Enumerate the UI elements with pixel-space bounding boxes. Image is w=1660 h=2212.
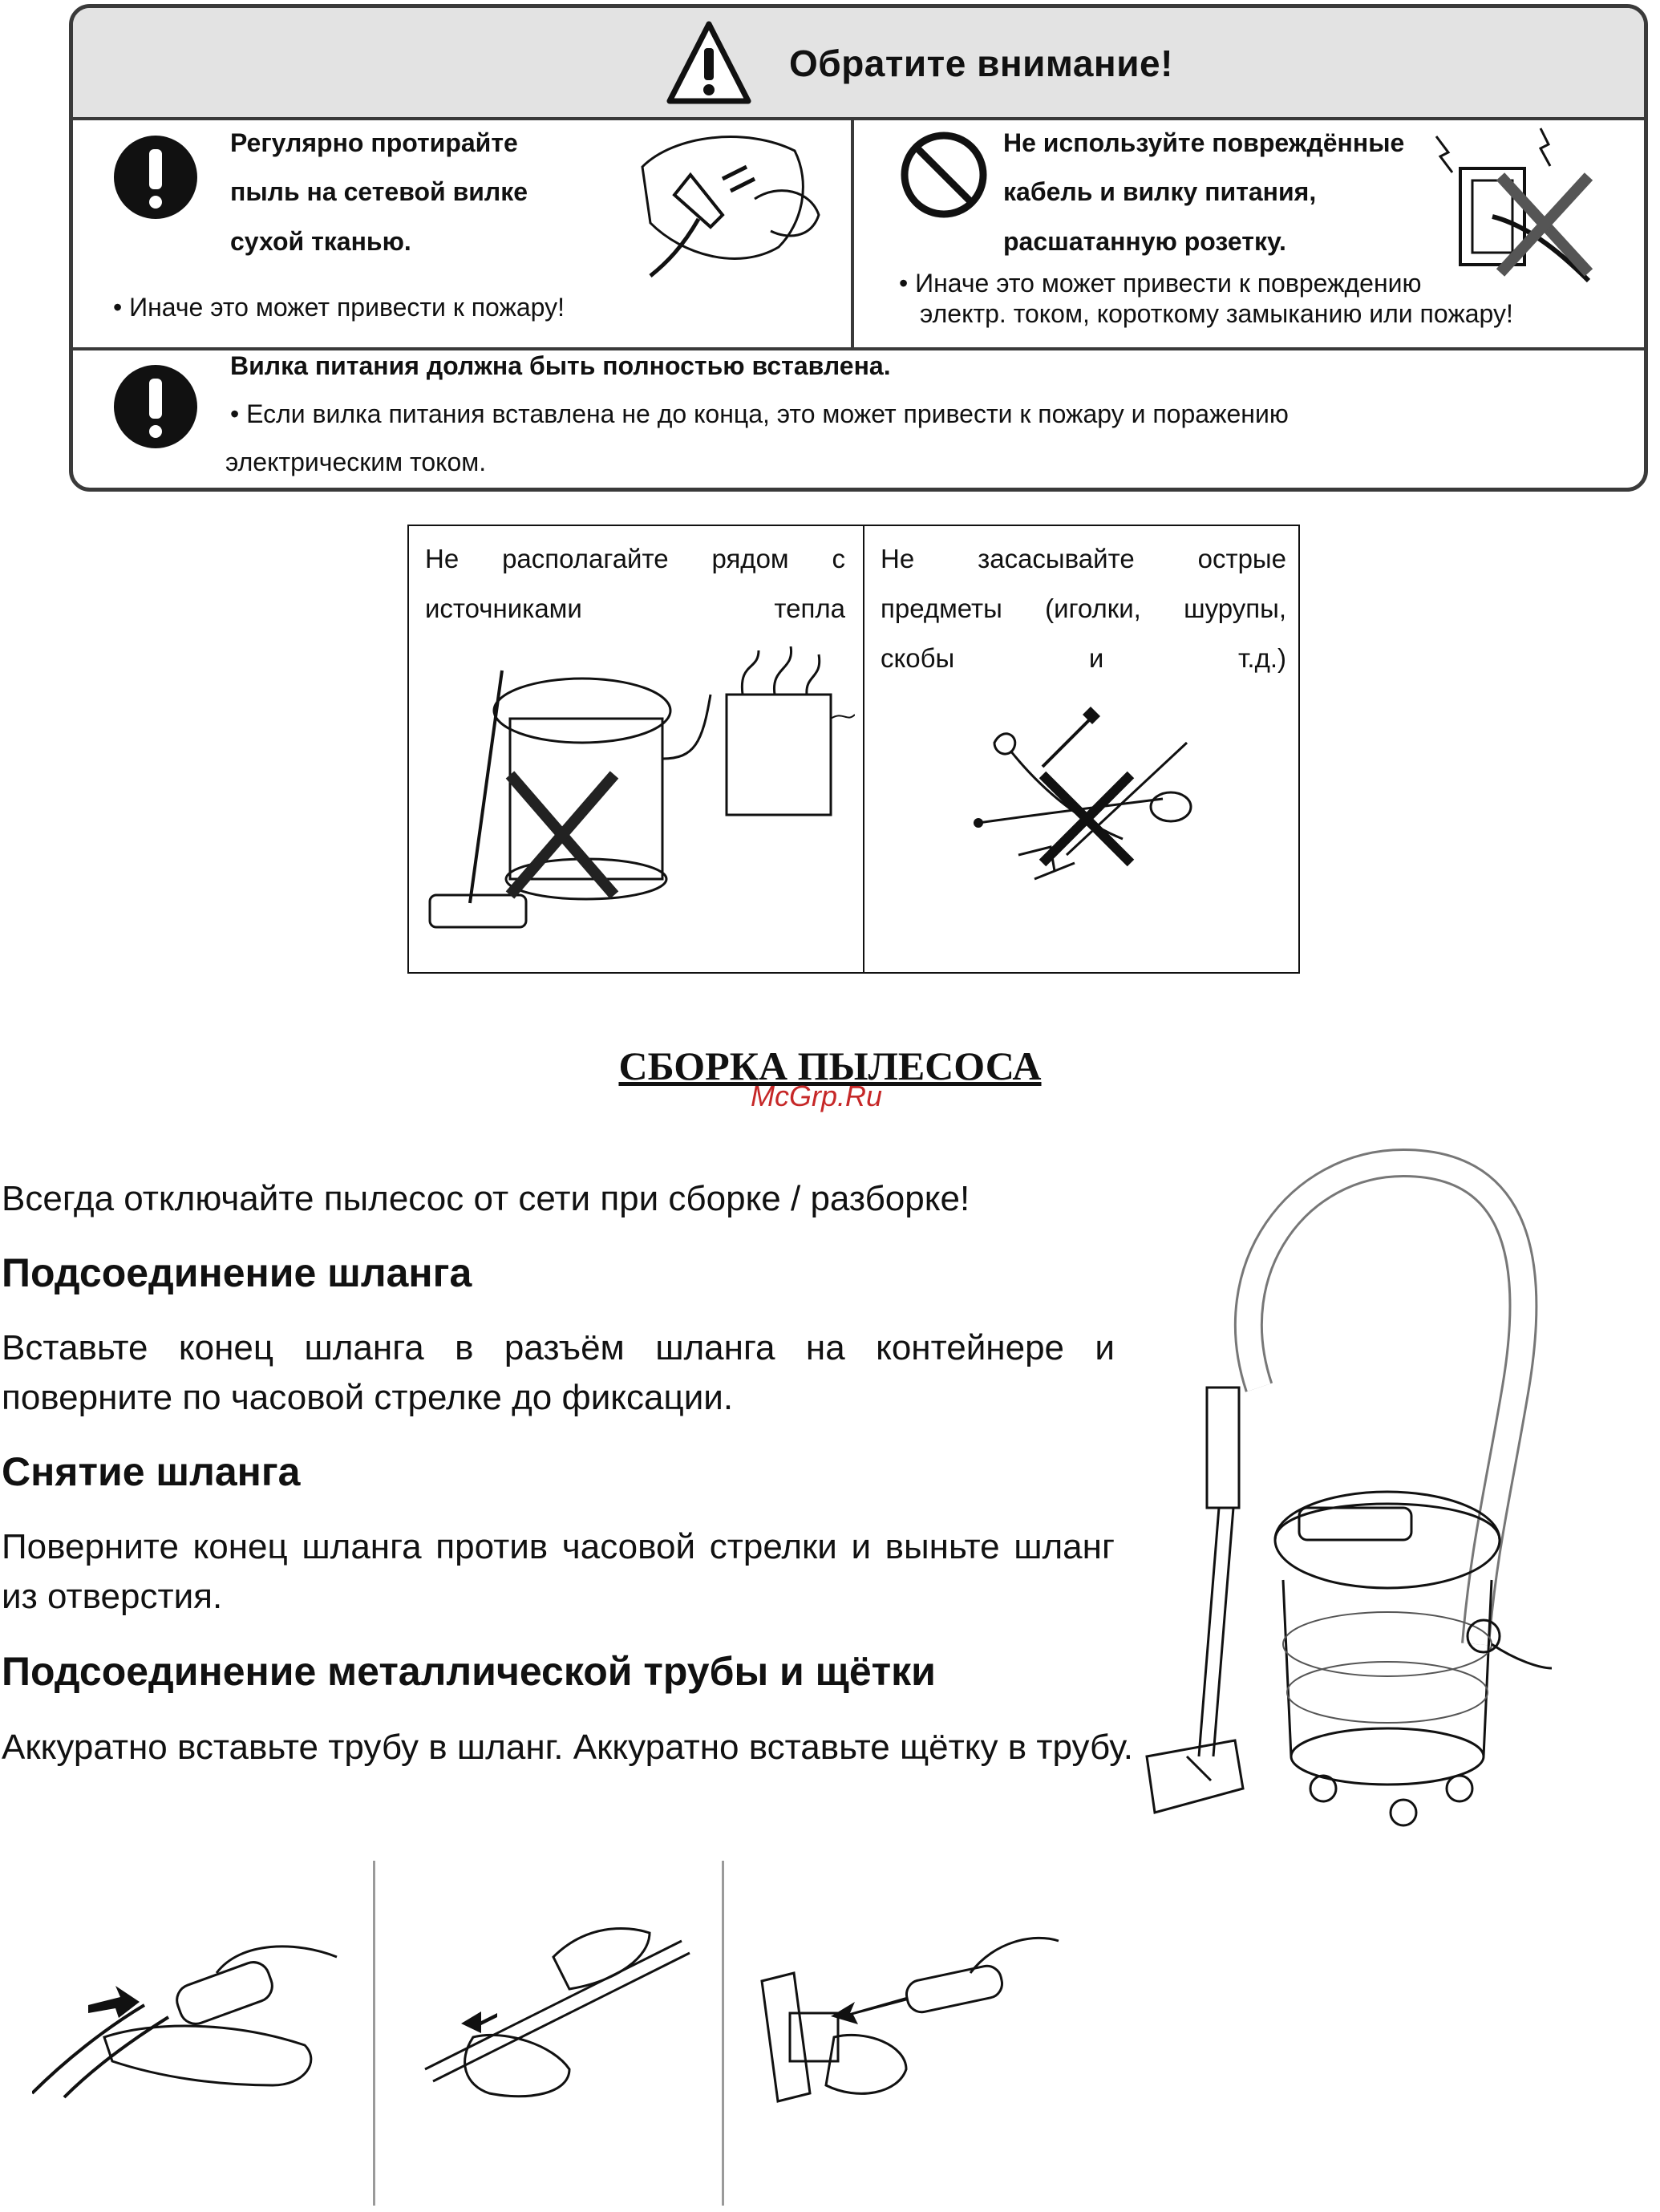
item1-line3: сухой тканью.	[230, 227, 411, 256]
item2-line3: расшатанную розетку.	[1003, 227, 1286, 256]
table-divider	[863, 526, 864, 972]
para-hose-connect: Вставьте конец шланга в разъём шланга на контейнере и поверните по часовой стрелке до фиксации.	[2, 1328, 1115, 1417]
item1-note: • Иначе это может привести к пожару!	[113, 293, 565, 322]
watermark: McGrp.Ru	[751, 1080, 883, 1112]
plug-cloth-illustration	[618, 119, 827, 279]
item1-line1: Регулярно протирайте	[230, 128, 518, 157]
warning-row-divider	[73, 347, 1644, 350]
warning-title: Обратите внимание!	[789, 43, 1173, 84]
step-insert-hose-illustration	[32, 1925, 353, 2101]
heading-tube-brush: Подсоединение металлической трубы и щётки	[2, 1649, 936, 1694]
item2-note-line2: электр. током, короткому замыканию или пожару!	[920, 299, 1513, 328]
exclamation-icon	[111, 363, 200, 451]
heading-hose-connect: Подсоединение шланга	[2, 1250, 472, 1295]
exclamation-icon	[111, 133, 200, 221]
para-tube-brush: Аккуратно вставьте трубу в шланг. Аккуратно вставьте щётку в трубу.	[2, 1728, 1134, 1767]
item3-title: Вилка питания должна быть полностью вставлена.	[230, 351, 891, 380]
warning-triangle-icon	[665, 19, 753, 107]
heading-hose-remove: Снятие шланга	[2, 1449, 301, 1494]
section-title: СБОРКА ПЫЛЕСОСА	[618, 1043, 1042, 1088]
step-divider-1	[373, 1861, 375, 2206]
item1-line2: пыль на сетевой вилке	[230, 177, 528, 206]
para-hose-remove: Поверните конец шланга против часовой стрелки и выньте шланг из отверстия.	[2, 1527, 1115, 1616]
warning-box	[69, 4, 1648, 492]
precautions-table	[407, 525, 1300, 974]
item2-line1: Не используйте повреждённые	[1003, 128, 1405, 157]
cell-sharp-objects-text: Не засасывайте острые предметы (иголки, шурупы, скобы и т.д.)	[881, 544, 1286, 673]
intro-text: Всегда отключайте пылесос от сети при сборке / разборке!	[2, 1179, 970, 1218]
step-attach-brush-illustration	[746, 1925, 1067, 2109]
item3-note-line2: электрическим током.	[225, 448, 487, 476]
step-divider-2	[722, 1861, 724, 2206]
sharp-objects-illustration	[970, 695, 1219, 903]
vacuum-cleaner-illustration	[1139, 1147, 1556, 1853]
vacuum-near-heater-illustration	[422, 646, 855, 959]
item2-line2: кабель и вилку питания,	[1003, 177, 1317, 206]
item2-note-line1: • Иначе это может привести к повреждению	[899, 269, 1422, 298]
step-attach-tube-illustration	[409, 1909, 706, 2109]
warning-column-divider	[851, 117, 854, 350]
warning-header	[73, 8, 1644, 120]
item3-note-line1: • Если вилка питания вставлена не до конца, это может привести к пожару и поражению	[230, 399, 1289, 428]
cell-heat-sources-text: Не располагайте рядом с источниками тепла	[425, 544, 845, 623]
prohibited-icon	[899, 130, 989, 220]
damaged-socket-illustration	[1404, 120, 1597, 289]
